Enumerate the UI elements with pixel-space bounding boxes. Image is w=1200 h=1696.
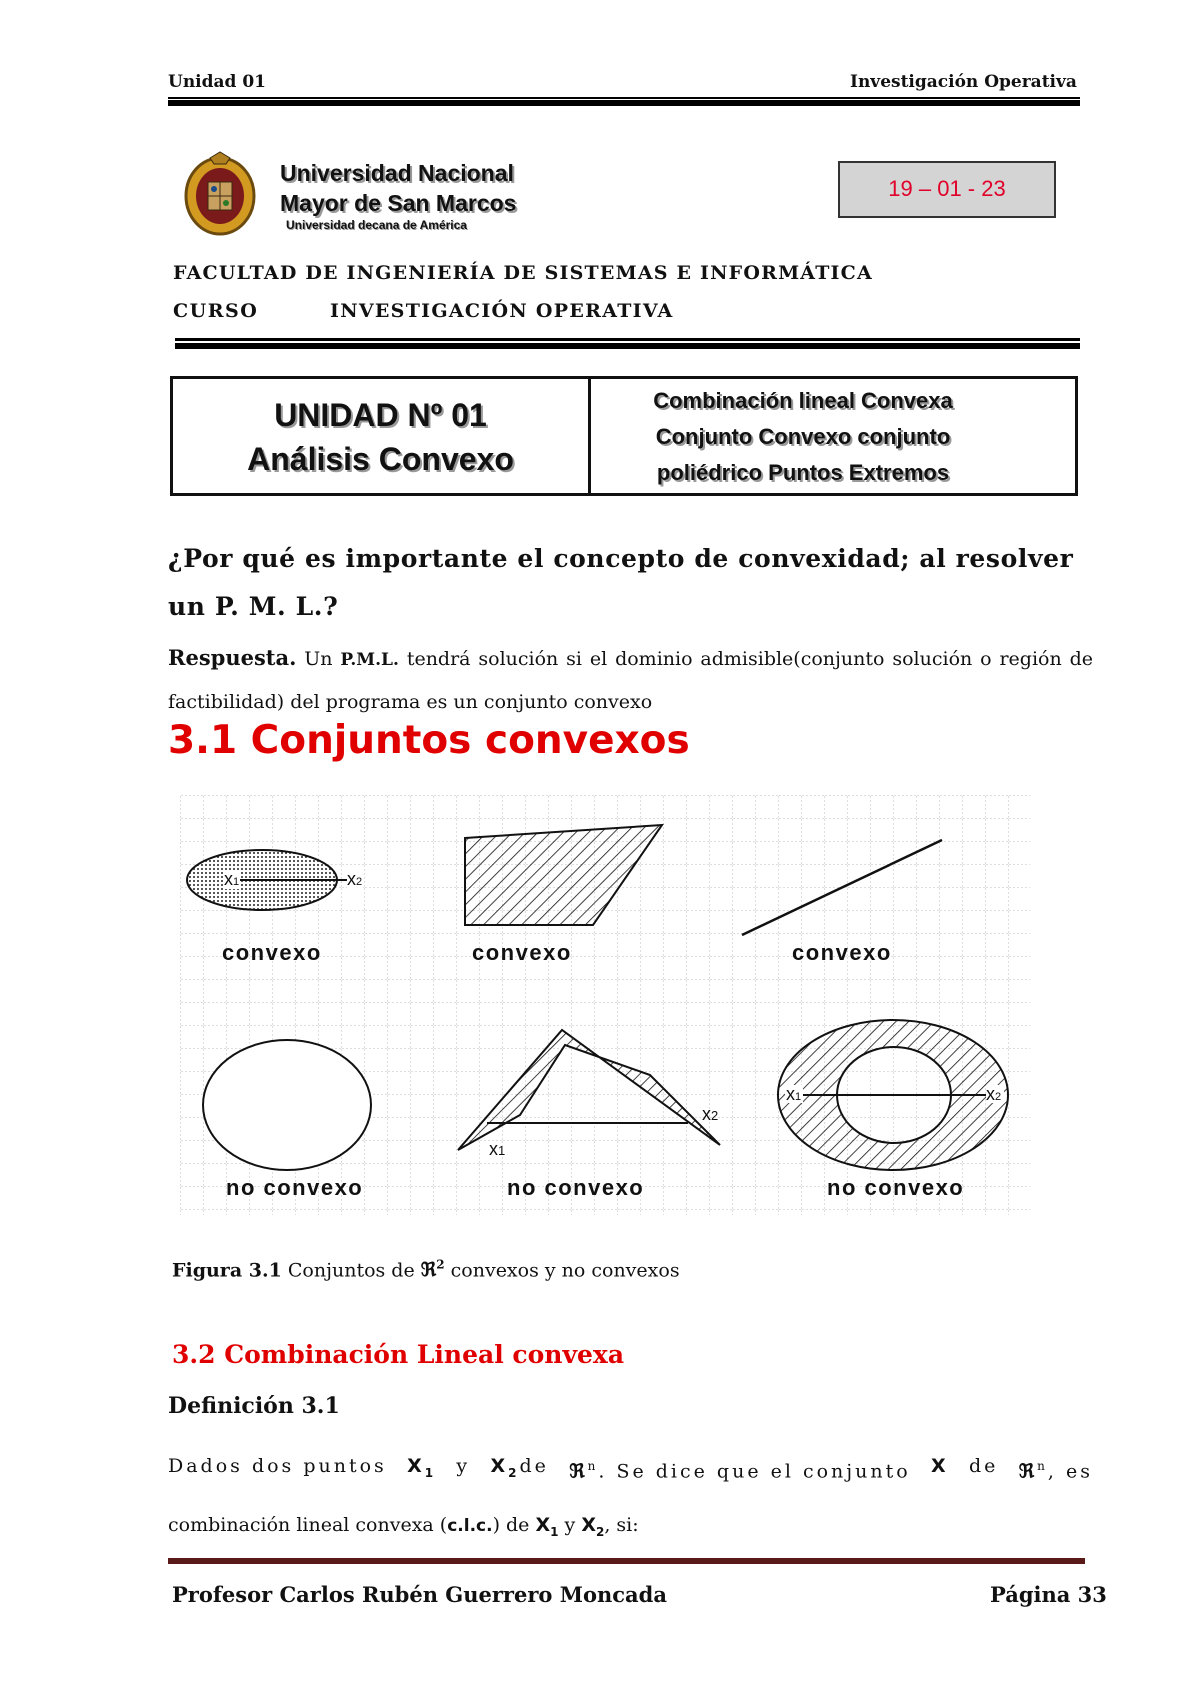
- label-noconvexo-3: no convexo: [827, 1175, 965, 1200]
- ellipse-x2-label: x2: [347, 869, 363, 889]
- label-convexo-3: convexo: [792, 940, 892, 965]
- section-heading-3-1: 3.1 Conjuntos convexos: [168, 718, 690, 763]
- course-label: CURSO: [173, 300, 259, 322]
- unit-topics: Combinación lineal Convexa Conjunto Convexo conjunto poliédrico Puntos Extremos: [653, 388, 953, 485]
- section-heading-3-2: 3.2 Combinación Lineal convexa: [172, 1340, 625, 1369]
- caption-symbol: ℜ$^2$: [420, 1258, 445, 1282]
- answer-paragraph: Respuesta. Un P.M.L. tendrá solución si el dominio admisible(conjunto solución o región de factibilidad) del programa es un conjunto convexo: [168, 645, 1093, 713]
- header-rule: [168, 97, 1080, 99]
- footer-rule: [168, 1558, 1085, 1564]
- ellipse-x1-label: x1: [224, 869, 240, 889]
- convex-sets-figure: [180, 795, 1030, 1215]
- pml-term: P.M.L.: [340, 650, 399, 670]
- wedge-x2-label: x2: [702, 1104, 719, 1124]
- label-convexo-2: convexo: [472, 940, 572, 965]
- header-course: Investigación Operativa: [850, 72, 1077, 92]
- header-unit: Unidad 01: [168, 72, 267, 92]
- label-noconvexo-2: no convexo: [507, 1175, 645, 1200]
- answer-label: Respuesta.: [168, 645, 297, 670]
- nonconvex-outline: [203, 1040, 371, 1170]
- faculty-title: FACULTAD DE INGENIERÍA DE SISTEMAS E INFORMÁTICA: [173, 262, 873, 284]
- unit-box: [170, 376, 1078, 496]
- question-text: ¿Por qué es importante el concepto de convexidad; al resolver un P. M. L.?: [168, 544, 1074, 621]
- footer-page: Página 33: [990, 1582, 1107, 1607]
- university-subtitle: Universidad decana de América: [286, 218, 467, 232]
- wedge-x1-label: x1: [489, 1139, 506, 1159]
- header-rule-thick: [168, 100, 1080, 106]
- university-logo: [180, 150, 260, 238]
- definition-title: Definición 3.1: [168, 1393, 340, 1419]
- unit-title: UNIDAD Nº 01 Análisis Convexo: [173, 379, 591, 493]
- section-rule-thick: [175, 343, 1080, 349]
- figure-caption: Figura 3.1 Conjuntos de ℜ$^2$ convexos y no convexos: [172, 1258, 680, 1282]
- university-name: Universidad Nacional Mayor de San Marcos: [280, 160, 517, 216]
- definition-text: Dados dos puntos $X_1$ y $X_2de$ ℜ$^n$. Se dice que el conjunto X de ℜ$^n$, es combinación lineal convexa (c.l.c.) de $X_1$ y $X_2$, si:: [168, 1455, 1093, 1539]
- date-box: 19 – 01 - 23: [838, 161, 1056, 218]
- caption-label: Figura 3.1: [172, 1259, 282, 1282]
- annulus-x1-label: x1: [786, 1084, 802, 1104]
- label-noconvexo-1: no convexo: [226, 1175, 364, 1200]
- footer-author: Profesor Carlos Rubén Guerrero Moncada: [172, 1582, 667, 1607]
- section-rule: [175, 338, 1080, 341]
- course-value: INVESTIGACIÓN OPERATIVA: [330, 300, 674, 322]
- label-convexo-1: convexo: [222, 940, 322, 965]
- annulus-x2-label: x2: [986, 1084, 1002, 1104]
